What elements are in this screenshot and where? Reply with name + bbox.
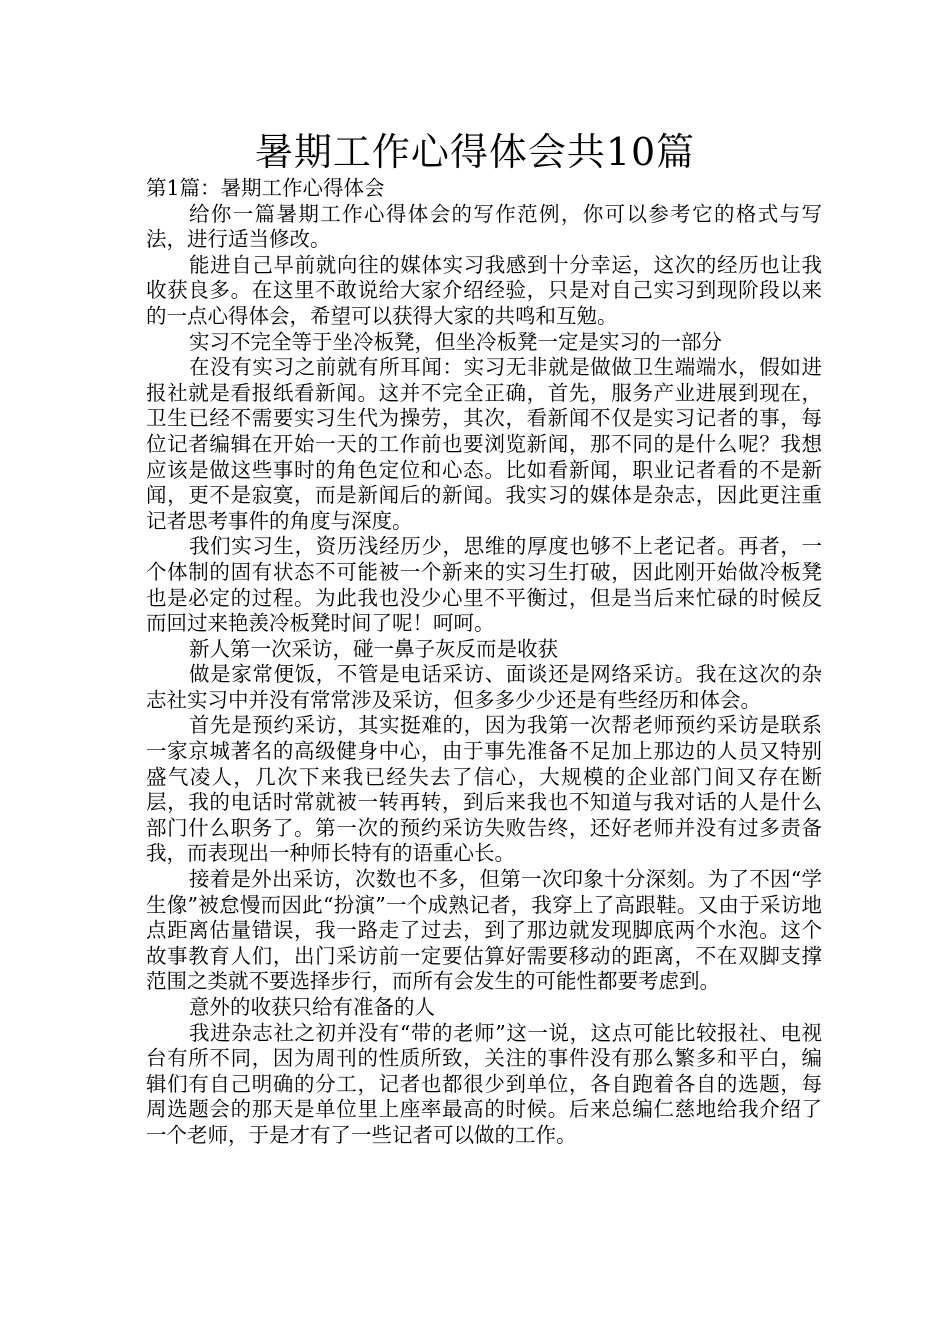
paragraph: 做是家常便饭，不管是电话采访、面谈还是网络采访。我在这次的杂志社实习中并没有常常涉及采访，但多多少少还是有些经历和体会。 (146, 662, 822, 712)
paragraph: 能进自己早前就向往的媒体实习我感到十分幸运，这次的经历也让我收获良多。在这里不敢说给大家介绍经验，只是对自己实习到现阶段以来的一点心得体会，希望可以获得大家的共鸣和互勉。 (146, 252, 822, 328)
paragraph: 首先是预约采访，其实挺难的，因为我第一次帮老师预约采访是联系一家京城著名的高级健身中心，由于事先准备不足加上那边的人员又特别盛气凌人，几次下来我已经失去了信心，大规模的企业部门间又存在断层，我的电话时常就被一转再转，到后来我也不知道与我对话的人是什么部门什么职务了。第一次的预约采访失败告终，还好老师并没有过多责备我，而表现出一种师长特有的语重心长。 (146, 713, 822, 866)
paragraph: 接着是外出采访，次数也不多，但第一次印象十分深刻。为了不因“学生像”被怠慢而因此“扮演”一个成熟记者，我穿上了高跟鞋。又由于采访地点距离估量错误，我一路走了过去，到了那边就发现脚底两个水泡。这个故事教育人们，出门采访前一定要估算好需要移动的距离，不在双脚支撑范围之类就不要选择步行，而所有会发生的可能性都要考虑到。 (146, 867, 822, 994)
section-subheading: 意外的收获只给有准备的人 (189, 995, 436, 1019)
paragraph: 我进杂志社之初并没有“带的老师”这一说，这点可能比较报社、电视台有所不同，因为周刊的性质所致，关注的事件没有那么繁多和平白，编辑们有自己明确的分工，记者也都很少到单位，各自跑着各自的选题，每周选题会的那天是单位里上座率最高的时候。后来总编仁慈地给我介绍了一个老师，于是才有了一些记者可以做的工作。 (146, 1020, 822, 1147)
section-subheading: 新人第一次采访，碰一鼻子灰反而是收获 (189, 636, 559, 661)
paragraph: 我们实习生，资历浅经历少，思维的厚度也够不上老记者。再者，一个体制的固有状态不可能被一个新来的实习生打破，因此刚开始做冷板凳也是必定的过程。为此我也没少心里不平衡过，但是当后来忙碌的时候反而回过来艳羡冷板凳时间了呢！呵呵。 (146, 534, 822, 636)
document-body (146, 176, 822, 1149)
paragraph: 给你一篇暑期工作心得体会的写作范例，你可以参考它的格式与写法，进行适当修改。 (146, 201, 822, 252)
chapter-heading: 第1篇：暑期工作心得体会 (146, 176, 385, 200)
document-title: 暑期工作心得体会共10篇 (254, 130, 696, 174)
paragraph: 在没有实习之前就有所耳闻：实习无非就是做做卫生端端水，假如进报社就是看报纸看新闻。这并不完全正确，首先，服务产业进展到现在，卫生已经不需要实习生代为操劳，其次，看新闻不仅是实习记者的事，每位记者编辑在开始一天的工作前也要浏览新闻，那不同的是什么呢？我想应该是做这些事时的角色定位和心态。比如看新闻，职业记者看的不是新闻，更不是寂寞，而是新闻后的新闻。我实习的媒体是杂志，因此更注重记者思考事件的角度与深度。 (146, 355, 822, 533)
section-subheading: 实习不完全等于坐冷板凳，但坐冷板凳一定是实习的一部分 (189, 329, 723, 354)
